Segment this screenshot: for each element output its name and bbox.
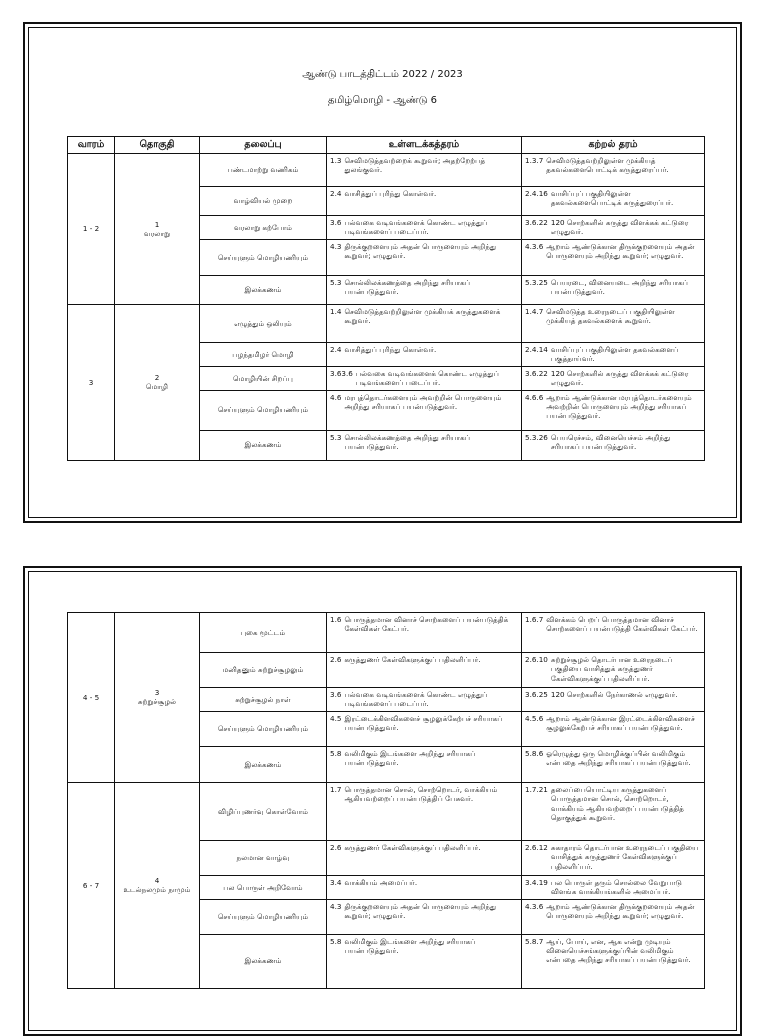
content-standard-cell <box>327 875 522 899</box>
learning-standard-cell <box>522 430 705 460</box>
content-standard-code: 2.4 <box>330 189 342 198</box>
content-standard-text: பல்வகை வடிவங்களைக் கொண்ட எழுத்துப் படிவங்களைப் படைப்பர். <box>344 218 488 237</box>
title-cell: இலக்கணம் <box>200 746 327 782</box>
learning-standard <box>525 369 701 388</box>
content-standard-text: பொருத்தமான சொல், சொற்றொடர், வாக்கியம் ஆகியவற்றைப் பயன்படுத்திப் பேசுவர். <box>344 784 498 804</box>
theme-number: 2 <box>154 372 160 382</box>
content-standard <box>330 749 518 768</box>
content-standard <box>330 345 518 354</box>
learning-standard-code: 5.8.6 <box>525 748 544 758</box>
title-cell: இலக்கணம் <box>200 934 327 988</box>
content-standard <box>330 714 518 733</box>
learning-standard-cell <box>522 653 705 688</box>
learning-standard-text: சுற்றுச்சூழல் தொடர்பான உரைநடைப் பகுதியை வாசித்துக் கருத்துணர் கேள்விகளுக்குப் பதிலளிப்பர். <box>550 655 673 683</box>
content-standard-cell <box>327 366 522 390</box>
learning-standard-code: 1.7.21 <box>525 784 548 794</box>
learning-standard <box>525 218 701 237</box>
content-standard <box>330 156 518 175</box>
content-standard-cell <box>327 613 522 653</box>
learning-standard-code: 1.6.7 <box>525 615 544 624</box>
content-standard <box>330 369 518 388</box>
learning-standard-cell <box>522 305 705 343</box>
content-standard-code: 1.3 <box>330 156 342 165</box>
title-cell: பல பொருள் அறிவோம் <box>200 875 327 899</box>
header-week: வாரம் <box>68 137 115 154</box>
content-standard <box>330 242 518 261</box>
learning-standard-text: தலைப்பையொட்டிய கருத்துகளைப் பொருத்தமான சொல், சொற்றொடர், வாக்கியம் ஆகியவற்றைப் பயன்படுத்தித் தொகுத்துக் கூறுவர். <box>550 784 684 823</box>
content-standard-code: 5.8 <box>330 748 342 758</box>
content-standard-cell <box>327 276 522 305</box>
content-standard <box>330 307 518 326</box>
learning-standard-code: 3.6.25 <box>525 690 548 699</box>
content-standard-text: கருத்துணர் கேள்விகளுக்குப் பதிலளிப்பர். <box>344 842 481 852</box>
content-standard <box>330 189 518 198</box>
learning-standard-cell <box>522 688 705 712</box>
learning-standard-text: ஆறாம் ஆண்டுக்கான மரபுத்தொடர்களையும் அவற்றின் பொருளையும் அறிந்து சரியாகப் பயன்படுத்துவர். <box>546 392 692 421</box>
theme-name: மொழி <box>145 382 169 392</box>
content-standard-cell <box>327 782 522 840</box>
learning-standard <box>525 937 701 965</box>
content-standard-code: 4.5 <box>330 713 342 723</box>
page-1 <box>23 22 742 523</box>
learning-standard-code: 3.6.22 <box>525 218 548 227</box>
content-standard-cell <box>327 305 522 343</box>
learning-standard <box>525 843 701 871</box>
content-standard-text: இரட்டைக்கிளவிகளைச் சூழலுக்கேற்பச் சரியாகப் பயன்படுத்துவர். <box>344 713 503 733</box>
theme-name: வரலாறு <box>143 229 171 238</box>
document-header <box>25 68 740 120</box>
document-title: ஆண்டு பாடத்திட்டம் 2022 / 2023 <box>302 69 463 80</box>
content-standard-code: 5.3 <box>330 432 342 442</box>
learning-standard <box>525 156 701 175</box>
learning-standard-text: வாசிப்புப் பகுதியிலுள்ள தகவல்களைப் பகுத்தாய்வர். <box>550 345 679 364</box>
content-standard <box>330 785 518 804</box>
content-standard-cell <box>327 240 522 276</box>
learning-standard-text: ஆறாம் ஆண்டுக்கான இரட்டைக்கிளவிகளைச் சூழலுக்கேற்பச் சரியாகப் பயன்படுத்துவர். <box>546 713 695 733</box>
learning-standard <box>525 615 701 634</box>
content-standard-text: பொருத்தமான வினாச் சொற்களைப் பயன்படுத்திக் கேள்விகள் கேட்பர். <box>344 615 509 634</box>
table-row <box>68 782 705 840</box>
content-standard <box>330 615 518 634</box>
content-standard-code: 1.4 <box>330 307 342 316</box>
content-standard-text: வாசித்துப் புரிந்து கொள்வர். <box>344 189 437 198</box>
content-standard-cell <box>327 840 522 875</box>
learning-standard-text: ஓரெழுத்து ஒரு மொழிக்குப்பின் வலிமிகும் என்பதை அறிந்து சரியாகப் பயன்படுத்துவர். <box>546 748 691 768</box>
learning-standard-text: வாசிப்புப் பகுதியிலுள்ள தகவல்களைபொட்டிக் கருத்துரைப்பர். <box>550 189 674 208</box>
content-standard-code: 2.6 <box>330 842 342 852</box>
learning-standard <box>525 749 701 768</box>
learning-standard-text: பெயரெச்சம், வினையெச்சம் அறிந்து சரியாகப் பயன்படுத்துவர். <box>550 432 671 452</box>
scheme-table-page-2 <box>67 612 705 989</box>
content-standard <box>330 902 518 921</box>
content-standard-cell <box>327 154 522 187</box>
learning-standard-text: 120 சொற்களில் நேர்காணல் எழுதுவர். <box>550 690 678 699</box>
content-standard-text: சொல்லிலக்கணத்தை அறிந்து சரியாகப் பயன்படுத்துவர். <box>344 432 471 452</box>
learning-standard-code: 2.6.12 <box>525 842 548 852</box>
week-cell: 1 - 2 <box>68 154 115 305</box>
table-header-row <box>68 137 705 154</box>
header-title: தலைப்பு <box>200 137 327 154</box>
title-cell: செய்யுளும் மொழியணியும் <box>200 240 327 276</box>
learning-standard <box>525 785 701 823</box>
learning-standard-text: ஆய், போய், என, ஆக என்று முடியும் வினையெச்சங்களுக்குப்பின் வலிமிகும் என்பதை அறிந்து சரியாகப் பயன்படுத்துவர். <box>546 936 691 965</box>
title-cell: இலக்கணம் <box>200 430 327 460</box>
content-standard <box>330 393 518 412</box>
learning-standard <box>525 307 701 326</box>
content-standard-cell <box>327 390 522 430</box>
content-standard-text: வலிமிகும் இடங்களை அறிந்து சரியாகப் பயன்படுத்துவர். <box>344 936 476 956</box>
learning-standard-code: 4.3.6 <box>525 901 544 911</box>
content-standard-code: 2.4 <box>330 345 342 354</box>
title-cell: செய்யுளும் மொழியணியும் <box>200 899 327 934</box>
theme-cell <box>115 305 200 461</box>
content-standard-code: 4.6 <box>330 392 342 402</box>
content-standard <box>330 937 518 956</box>
learning-standard-code: 5.3.25 <box>525 278 548 287</box>
title-cell: மனிதனும் சுற்றுச்சூழலும் <box>200 653 327 688</box>
title-cell: வரலாறு கற்போம் <box>200 216 327 240</box>
learning-standard-text: ஆறாம் ஆண்டுக்கான திருக்குறளையும் அதன் பொருளையும் அறிந்து கூறுவர்; எழுதுவர். <box>546 242 695 261</box>
title-cell: பழந்தமிழர் மொழி <box>200 343 327 367</box>
title-cell: இலக்கணம் <box>200 276 327 305</box>
title-cell: சுற்றுச்சூழல் நாள் <box>200 688 327 712</box>
content-standard-text: செவிமடுத்தவற்றைக் கூறுவர்; அதற்றேற்பத் துலங்குவர். <box>344 156 486 175</box>
content-standard-code: 3.6 <box>330 690 342 699</box>
content-standard <box>330 690 518 709</box>
learning-standard <box>525 714 701 733</box>
header-theme: தொகுதி <box>115 137 200 154</box>
theme-cell <box>115 782 200 988</box>
content-standard-code: 3.6 <box>330 218 342 227</box>
learning-standard-cell <box>522 240 705 276</box>
learning-standard-cell <box>522 711 705 746</box>
title-cell: விழிப்புணர்வு கொள்வோம் <box>200 782 327 840</box>
content-standard-cell <box>327 746 522 782</box>
learning-standard-cell <box>522 840 705 875</box>
learning-standard-code: 2.6.10 <box>525 655 548 664</box>
content-standard <box>330 433 518 452</box>
content-standard-code: 4.3 <box>330 242 342 251</box>
learning-standard-code: 5.8.7 <box>525 936 544 946</box>
content-standard-code: 1.7 <box>330 784 342 794</box>
week-cell: 3 <box>68 305 115 461</box>
learning-standard <box>525 690 701 699</box>
content-standard-cell <box>327 216 522 240</box>
learning-standard-cell <box>522 187 705 216</box>
learning-standard <box>525 655 701 683</box>
content-standard <box>330 218 518 237</box>
title-cell: நலமான வாழ்வு <box>200 840 327 875</box>
learning-standard-cell <box>522 934 705 988</box>
table-row <box>68 154 705 187</box>
content-standard-text: செவிமடுத்தவற்றிலுள்ள முக்கியக் கருத்துகளைக் கூறுவர். <box>344 307 501 326</box>
content-standard-text: பல்வகை வடிவங்களைக் கொண்ட எழுத்துப் படிவங்களைப் படைப்பர். <box>344 690 488 709</box>
content-standard-text: மரபுத்தொடர்களையும் அவற்றின் பொருளையும் அறிந்து சரியாகப் பயன்படுத்துவர். <box>344 392 502 412</box>
table-row <box>68 305 705 343</box>
learning-standard <box>525 345 701 364</box>
learning-standard-code: 1.4.7 <box>525 307 544 316</box>
content-standard-text: வலிமிகும் இடங்களை அறிந்து சரியாகப் பயன்படுத்துவர். <box>344 748 476 768</box>
content-standard-code: 4.3 <box>330 901 342 911</box>
content-standard-text: வாக்கியம் அமைப்பர். <box>344 877 418 887</box>
learning-standard-cell <box>522 782 705 840</box>
title-cell: செய்யுளும் மொழியணியும் <box>200 711 327 746</box>
content-standard-code: 1.6 <box>330 615 342 624</box>
learning-standard-cell <box>522 216 705 240</box>
content-standard-cell <box>327 187 522 216</box>
content-standard <box>330 843 518 852</box>
learning-standard-cell <box>522 154 705 187</box>
content-standard-code: 3.4 <box>330 877 342 887</box>
title-cell: பண்டமாற்று வணிகம் <box>200 154 327 187</box>
learning-standard-text: விளக்கம் பெறப் பொருத்தமான வினாச் சொற்களைப் பயன்படுத்தி கேள்விகள் கேட்பர். <box>546 615 698 634</box>
content-standard-text: கருத்துணர் கேள்விகளுக்குப் பதிலளிப்பர். <box>344 655 481 664</box>
learning-standard-code: 4.5.6 <box>525 713 544 723</box>
theme-name: உடல்நலமும் நாமும் <box>123 885 191 895</box>
learning-standard-code: 3.6.22 <box>525 368 548 378</box>
learning-standard <box>525 393 701 421</box>
theme-number: 4 <box>154 875 160 885</box>
content-standard-text: திருக்குறளையும் அதன் பொருளையும் அறிந்து கூறுவர்; எழுதுவர். <box>344 901 497 921</box>
learning-standard-text: ஆறாம் ஆண்டுக்கான திருக்குறளையும் அதன் பொருளையும் அறிந்து கூறுவர்; எழுதுவர். <box>546 901 695 921</box>
title-cell: எழுத்தும் ஒலியும் <box>200 305 327 343</box>
theme-number: 1 <box>154 219 160 229</box>
content-standard <box>330 655 518 664</box>
learning-standard <box>525 878 701 897</box>
learning-standard-cell <box>522 276 705 305</box>
learning-standard-cell <box>522 366 705 390</box>
learning-standard-text: பெயரடை, வினையடை அறிந்து சரியாகப் பயன்படுத்துவர். <box>550 278 689 297</box>
learning-standard-text: செவிமடுத்த உரைநடைப் பகுதியிலுள்ள முக்கியத் தகவல்களைக் கூறுவர். <box>546 307 676 326</box>
content-standard-cell <box>327 430 522 460</box>
week-cell: 4 - 5 <box>68 613 115 783</box>
content-standard-text: திருக்குறளையும் அதன் பொருளையும் அறிந்து கூறுவர்; எழுதுவர். <box>344 242 497 261</box>
learning-standard-cell <box>522 343 705 367</box>
learning-standard-code: 4.3.6 <box>525 242 544 251</box>
content-standard-text: சொல்லிலக்கணத்தை அறிந்து சரியாகப் பயன்படுத்துவர். <box>344 278 471 297</box>
header-content-standard: உள்ளடக்கத்தரம் <box>327 137 522 154</box>
header-learning-standard: கற்றல் தரம் <box>522 137 705 154</box>
content-standard-cell <box>327 343 522 367</box>
content-standard <box>330 278 518 297</box>
content-standard-code: 5.3 <box>330 278 342 287</box>
learning-standard-text: செவிமடுத்தவற்றிலுள்ள முக்கியத் தகவல்களைபொட்டிக் கருத்துரைப்பர். <box>546 156 669 175</box>
learning-standard-text: 120 சொற்களில் கருத்து விளக்கக் கட்டுரை எழுதுவர். <box>550 218 689 237</box>
learning-standard-cell <box>522 875 705 899</box>
learning-standard-code: 5.3.26 <box>525 432 548 442</box>
title-cell: புகை மூட்டம் <box>200 613 327 653</box>
content-standard-cell <box>327 934 522 988</box>
learning-standard-code: 3.4.19 <box>525 877 548 887</box>
learning-standard-code: 2.4.14 <box>525 345 548 354</box>
theme-number: 3 <box>154 688 160 697</box>
learning-standard <box>525 242 701 261</box>
learning-standard-cell <box>522 899 705 934</box>
content-standard <box>330 878 518 887</box>
table-row <box>68 613 705 653</box>
week-cell: 6 - 7 <box>68 782 115 988</box>
title-cell: வாழ்வியல் முறை <box>200 187 327 216</box>
theme-cell <box>115 154 200 305</box>
learning-standard-code: 2.4.16 <box>525 189 548 198</box>
content-standard-text: பல்வகை வடிவங்களைக் கொண்ட எழுத்துப் படிவங்களைப் படைப்பர். <box>355 368 499 388</box>
content-standard-text: வாசித்துப் புரிந்து கொள்வர். <box>344 345 437 354</box>
content-standard-cell <box>327 711 522 746</box>
learning-standard <box>525 278 701 297</box>
page-2 <box>23 566 742 1036</box>
learning-standard <box>525 433 701 452</box>
learning-standard-text: பல பொருள் தரும் சொல்லை வேறுபாடு விளங்க வாக்கியங்களில் அமைப்பர். <box>550 877 682 897</box>
learning-standard-text: சுகாதாரம் தொடர்பான உரைநடைப் பகுதியை வாசித்துக் கருத்துணர் கேள்விகளுக்குப் பதிலளிப்பர். <box>550 842 699 871</box>
title-cell: மொழியின் சிறப்பு <box>200 366 327 390</box>
content-standard-cell <box>327 688 522 712</box>
content-standard-cell <box>327 899 522 934</box>
document-subtitle: தமிழ்மொழி - ஆண்டு 6 <box>327 95 438 106</box>
learning-standard-cell <box>522 746 705 782</box>
content-standard-code: 5.8 <box>330 936 342 946</box>
content-standard-code: 3.63.6 <box>330 368 353 378</box>
learning-standard <box>525 902 701 921</box>
learning-standard-text: 120 சொற்களில் கருத்து விளக்கக் கட்டுரை எழுதுவர். <box>550 368 689 388</box>
learning-standard-cell <box>522 613 705 653</box>
scheme-table-page-1 <box>67 136 705 461</box>
learning-standard-code: 1.3.7 <box>525 156 544 165</box>
content-standard-cell <box>327 653 522 688</box>
learning-standard <box>525 189 701 208</box>
title-cell: செய்யுளும் மொழியணியும் <box>200 390 327 430</box>
theme-name: சுற்றுச்சூழல் <box>137 697 177 707</box>
theme-cell <box>115 613 200 783</box>
content-standard-code: 2.6 <box>330 655 342 664</box>
learning-standard-cell <box>522 390 705 430</box>
learning-standard-code: 4.6.6 <box>525 392 544 402</box>
